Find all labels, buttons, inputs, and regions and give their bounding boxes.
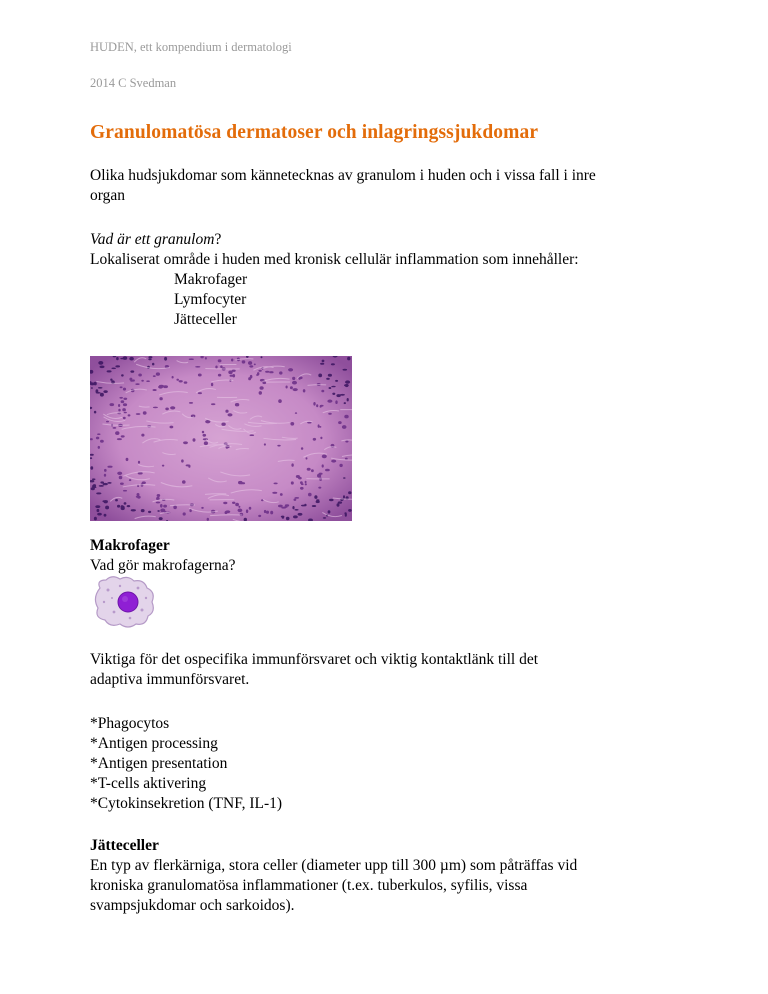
running-header-author: 2014 C Svedman: [90, 76, 177, 90]
function-item: *Antigen presentation: [90, 755, 228, 772]
makrofager-desc-line-2: adaptiva immunförsvaret.: [90, 671, 250, 688]
macrophage-cell-icon: [90, 574, 160, 630]
makrofager-desc-line-1: Viktiga för det ospecifika immunförsvaret och viktig kontaktlänk till det: [90, 651, 539, 668]
function-item: *Antigen processing: [90, 735, 218, 752]
function-item: *Phagocytos: [90, 715, 170, 732]
page-title: Granulomatösa dermatoser och inlagringssjukdomar: [90, 122, 539, 143]
jatteceller-desc-line-1: En typ av flerkärniga, stora celler (diameter upp till 300 µm) som påträffas vid: [90, 857, 578, 874]
function-item: *Cytokinsekretion (TNF, IL-1): [90, 795, 283, 812]
jatteceller-desc-line-3: svampsjukdomar och sarkoidos).: [90, 897, 295, 914]
jatteceller-desc-line-2: kroniska granulomatösa inflammationer (t.ex. tuberkulos, syfilis, vissa: [90, 877, 528, 894]
jatteceller-heading: Jätteceller: [90, 837, 159, 854]
granulom-question-italic: Vad är ett granulom: [90, 231, 215, 248]
running-header-title: HUDEN, ett kompendium i dermatologi: [90, 40, 292, 54]
function-item: *T-cells aktivering: [90, 775, 207, 792]
histology-image: [90, 356, 352, 521]
granulom-question: [90, 230, 221, 250]
makrofager-heading: Makrofager: [90, 537, 170, 554]
cell-type-item: Jätteceller: [174, 311, 237, 328]
cell-type-item: Lymfocyter: [174, 291, 247, 308]
granulom-definition: Lokaliserat område i huden med kronisk cellulär inflammation som innehåller:: [90, 251, 579, 268]
cell-type-item: Makrofager: [174, 271, 248, 288]
makrofager-question: Vad gör makrofagerna?: [90, 557, 236, 574]
intro-line-1: Olika hudsjukdomar som kännetecknas av granulom i huden och i vissa fall i inre: [90, 167, 596, 184]
intro-line-2: organ: [90, 187, 126, 204]
granulom-question-mark: ?: [214, 231, 222, 248]
